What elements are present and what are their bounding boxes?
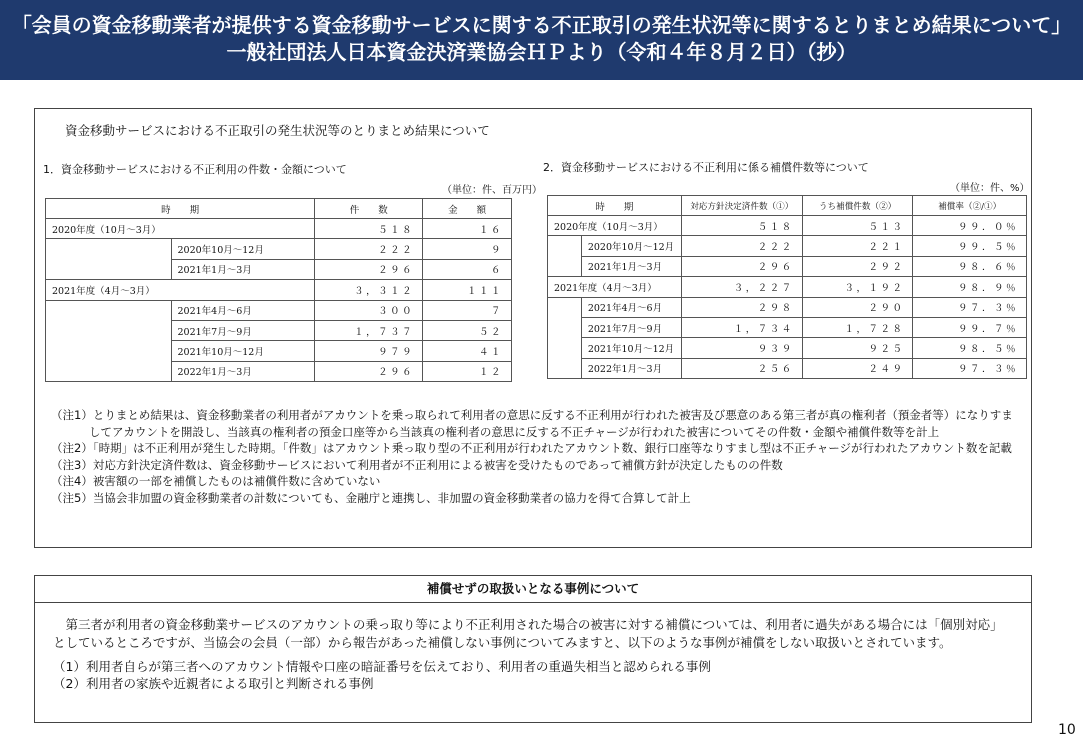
case-item-1: （1）利用者自らが第三者へのアカウント情報や口座の暗証番号を伝えており、利用者の重過失相当と認められる事例 — [53, 659, 711, 674]
row-compensated: ２２１ — [802, 236, 913, 256]
row-compensated: ２４９ — [802, 358, 913, 378]
row-compensated: ２９０ — [802, 297, 913, 317]
no-compensation-paragraph: 第三者が利用者の資金移動業サービスのアカウントの乗っ取り等により不正利用された場合の被害に対する補償については、利用者に過失がある場合には「個別対応」としているところですが、当協会の会員（一部）から報告があった補償しない事例についてみますと、以下のような事例が補償をしない取扱いとされています。 — [53, 617, 1003, 650]
table-header-row — [46, 199, 512, 219]
row-amount: ４１ — [423, 341, 512, 361]
row-count: ２９６ — [315, 361, 423, 381]
table-row — [548, 358, 1027, 378]
note-3: （注3）対応方針決定済件数は、資金移動サービスにおいて利用者が不正利用による被害を受けたものであって補償方針が決定したものの件数 — [51, 457, 783, 472]
row-amount: ６ — [423, 259, 512, 279]
row-label: 2021年度（4月～3月） — [548, 277, 682, 297]
no-compensation-title: 補償せずの取扱いとなる事例について — [35, 576, 1031, 603]
row-compensated: ２９２ — [802, 256, 913, 276]
row-amount: １１１ — [423, 280, 512, 300]
table-row — [46, 259, 512, 279]
row-amount: ５２ — [423, 320, 512, 340]
row-decided: ５１８ — [681, 216, 802, 236]
row-amount: ７ — [423, 300, 512, 320]
row-label: 2021年1月～3月 — [581, 256, 681, 276]
compensation-table — [547, 195, 1027, 379]
note-4: （注4）被害額の一部を補償したものは補償件数に含めていない — [51, 474, 381, 488]
row-label: 2021年4月～6月 — [171, 300, 315, 320]
row-label: 2020年度（10月～3月） — [548, 216, 682, 236]
page-header — [0, 0, 1083, 80]
row-rate: ９７．３％ — [913, 297, 1027, 317]
header-title-line2: 一般社団法人日本資金決済業協会ＨＰより（令和４年８月２日）（抄） — [226, 40, 857, 64]
row-rate: ９８．６％ — [913, 256, 1027, 276]
page-number: 10 — [1058, 722, 1076, 738]
section2-title: 2．資金移動サービスにおける不正利用に係る補償件数等について — [543, 161, 869, 174]
row-compensated: １，７２８ — [802, 317, 913, 337]
section2-unit: （単位：件、%） — [950, 183, 1030, 194]
row-decided: １，７３４ — [681, 317, 802, 337]
row-label: 2020年度（10月～3月） — [46, 219, 315, 239]
row-rate: ９９．５％ — [913, 236, 1027, 256]
notes — [51, 407, 1021, 506]
table-row — [46, 361, 512, 381]
table-row — [548, 216, 1027, 236]
row-label: 2021年7月～9月 — [171, 320, 315, 340]
row-count: ９７９ — [315, 341, 423, 361]
table-row — [548, 277, 1027, 297]
header-count: 件 数 — [315, 199, 423, 219]
row-amount: １６ — [423, 219, 512, 239]
table-header-row — [548, 196, 1027, 216]
results-box — [34, 108, 1032, 548]
header-period: 時 期 — [46, 199, 315, 219]
header-period: 時 期 — [548, 196, 682, 216]
row-decided: ２５６ — [681, 358, 802, 378]
header-title-line1: 「会員の資金移動業者が提供する資金移動サービスに関する不正取引の発生状況等に関するとりまとめ結果について」 — [11, 13, 1072, 37]
row-amount: ９ — [423, 239, 512, 259]
row-count: ３００ — [315, 300, 423, 320]
row-decided: ９３９ — [681, 338, 802, 358]
note-5: （注5）当協会非加盟の資金移動業者の計数についても、金融庁と連携し、非加盟の資金移動業者の協力を得て合算して計上 — [51, 490, 691, 505]
row-compensated: ５１３ — [802, 216, 913, 236]
row-label: 2022年1月～3月 — [581, 358, 681, 378]
row-count: ２２２ — [315, 239, 423, 259]
row-decided: ２９６ — [681, 256, 802, 276]
row-label: 2021年10月～12月 — [581, 338, 681, 358]
header-decided-count: 対応方針決定済件数（①） — [681, 196, 802, 216]
row-compensated: ３，１９２ — [802, 277, 913, 297]
row-label: 2021年1月～3月 — [171, 259, 315, 279]
row-count: ５１８ — [315, 219, 423, 239]
row-count: ３，３１２ — [315, 280, 423, 300]
table-row — [548, 236, 1027, 256]
table-row — [548, 317, 1027, 337]
fraud-count-table — [45, 198, 512, 382]
case-item-2: （2）利用者の家族や近親者による取引と判断される事例 — [53, 676, 374, 691]
row-label: 2020年10月～12月 — [581, 236, 681, 256]
row-rate: ９９．７％ — [913, 317, 1027, 337]
table-row — [46, 280, 512, 300]
header-amount: 金 額 — [423, 199, 512, 219]
row-rate: ９９．０％ — [913, 216, 1027, 236]
header-compensated-count: うち補償件数（②） — [802, 196, 913, 216]
no-compensation-box — [34, 575, 1032, 723]
row-amount: １２ — [423, 361, 512, 381]
row-decided: ２９８ — [681, 297, 802, 317]
note-1: （注1）とりまとめ結果は、資金移動業者の利用者がアカウントを乗っ取られて利用者の意思に反する不正利用が行われた被害及び悪意のある第三者が真の権利者（預金者等）になりすましてアカウントを開設し、当該真の権利者の預金口座等から当該真の権利者の意思に反する不正チャージが行われた被害についてその件数・金額や補償件数等を計上 — [51, 408, 1013, 439]
row-label: 2022年1月～3月 — [171, 361, 315, 381]
row-decided: ３，２２７ — [681, 277, 802, 297]
table-row — [548, 338, 1027, 358]
section1-title: 1．資金移動サービスにおける不正利用の件数・金額について — [43, 163, 347, 176]
row-count: １，７３７ — [315, 320, 423, 340]
row-label: 2021年度（4月～3月） — [46, 280, 315, 300]
row-compensated: ９２５ — [802, 338, 913, 358]
table-row — [46, 300, 512, 320]
table-row — [46, 341, 512, 361]
note-2: （注2）「時期」は不正利用が発生した時期。「件数」はアカウント乗っ取り型の不正利用が行われたアカウント数、銀行口座等なりすまし型は不正チャージが行われたアカウント数を記載 — [51, 441, 1012, 455]
row-rate: ９８．９％ — [913, 277, 1027, 297]
table-row — [46, 320, 512, 340]
table-row — [46, 239, 512, 259]
table-row — [548, 297, 1027, 317]
row-label: 2020年10月～12月 — [171, 239, 315, 259]
table-row — [46, 219, 512, 239]
row-rate: ９７．３％ — [913, 358, 1027, 378]
header-compensation-rate: 補償率（②/①） — [913, 196, 1027, 216]
row-rate: ９８．５％ — [913, 338, 1027, 358]
results-title: 資金移動サービスにおける不正取引の発生状況等のとりまとめ結果について — [65, 123, 490, 138]
row-label: 2021年10月～12月 — [171, 341, 315, 361]
table-row — [548, 256, 1027, 276]
row-label: 2021年7月～9月 — [581, 317, 681, 337]
section1-unit: （単位：件、百万円） — [442, 185, 542, 196]
row-count: ２９６ — [315, 259, 423, 279]
row-label: 2021年4月～6月 — [581, 297, 681, 317]
row-decided: ２２２ — [681, 236, 802, 256]
